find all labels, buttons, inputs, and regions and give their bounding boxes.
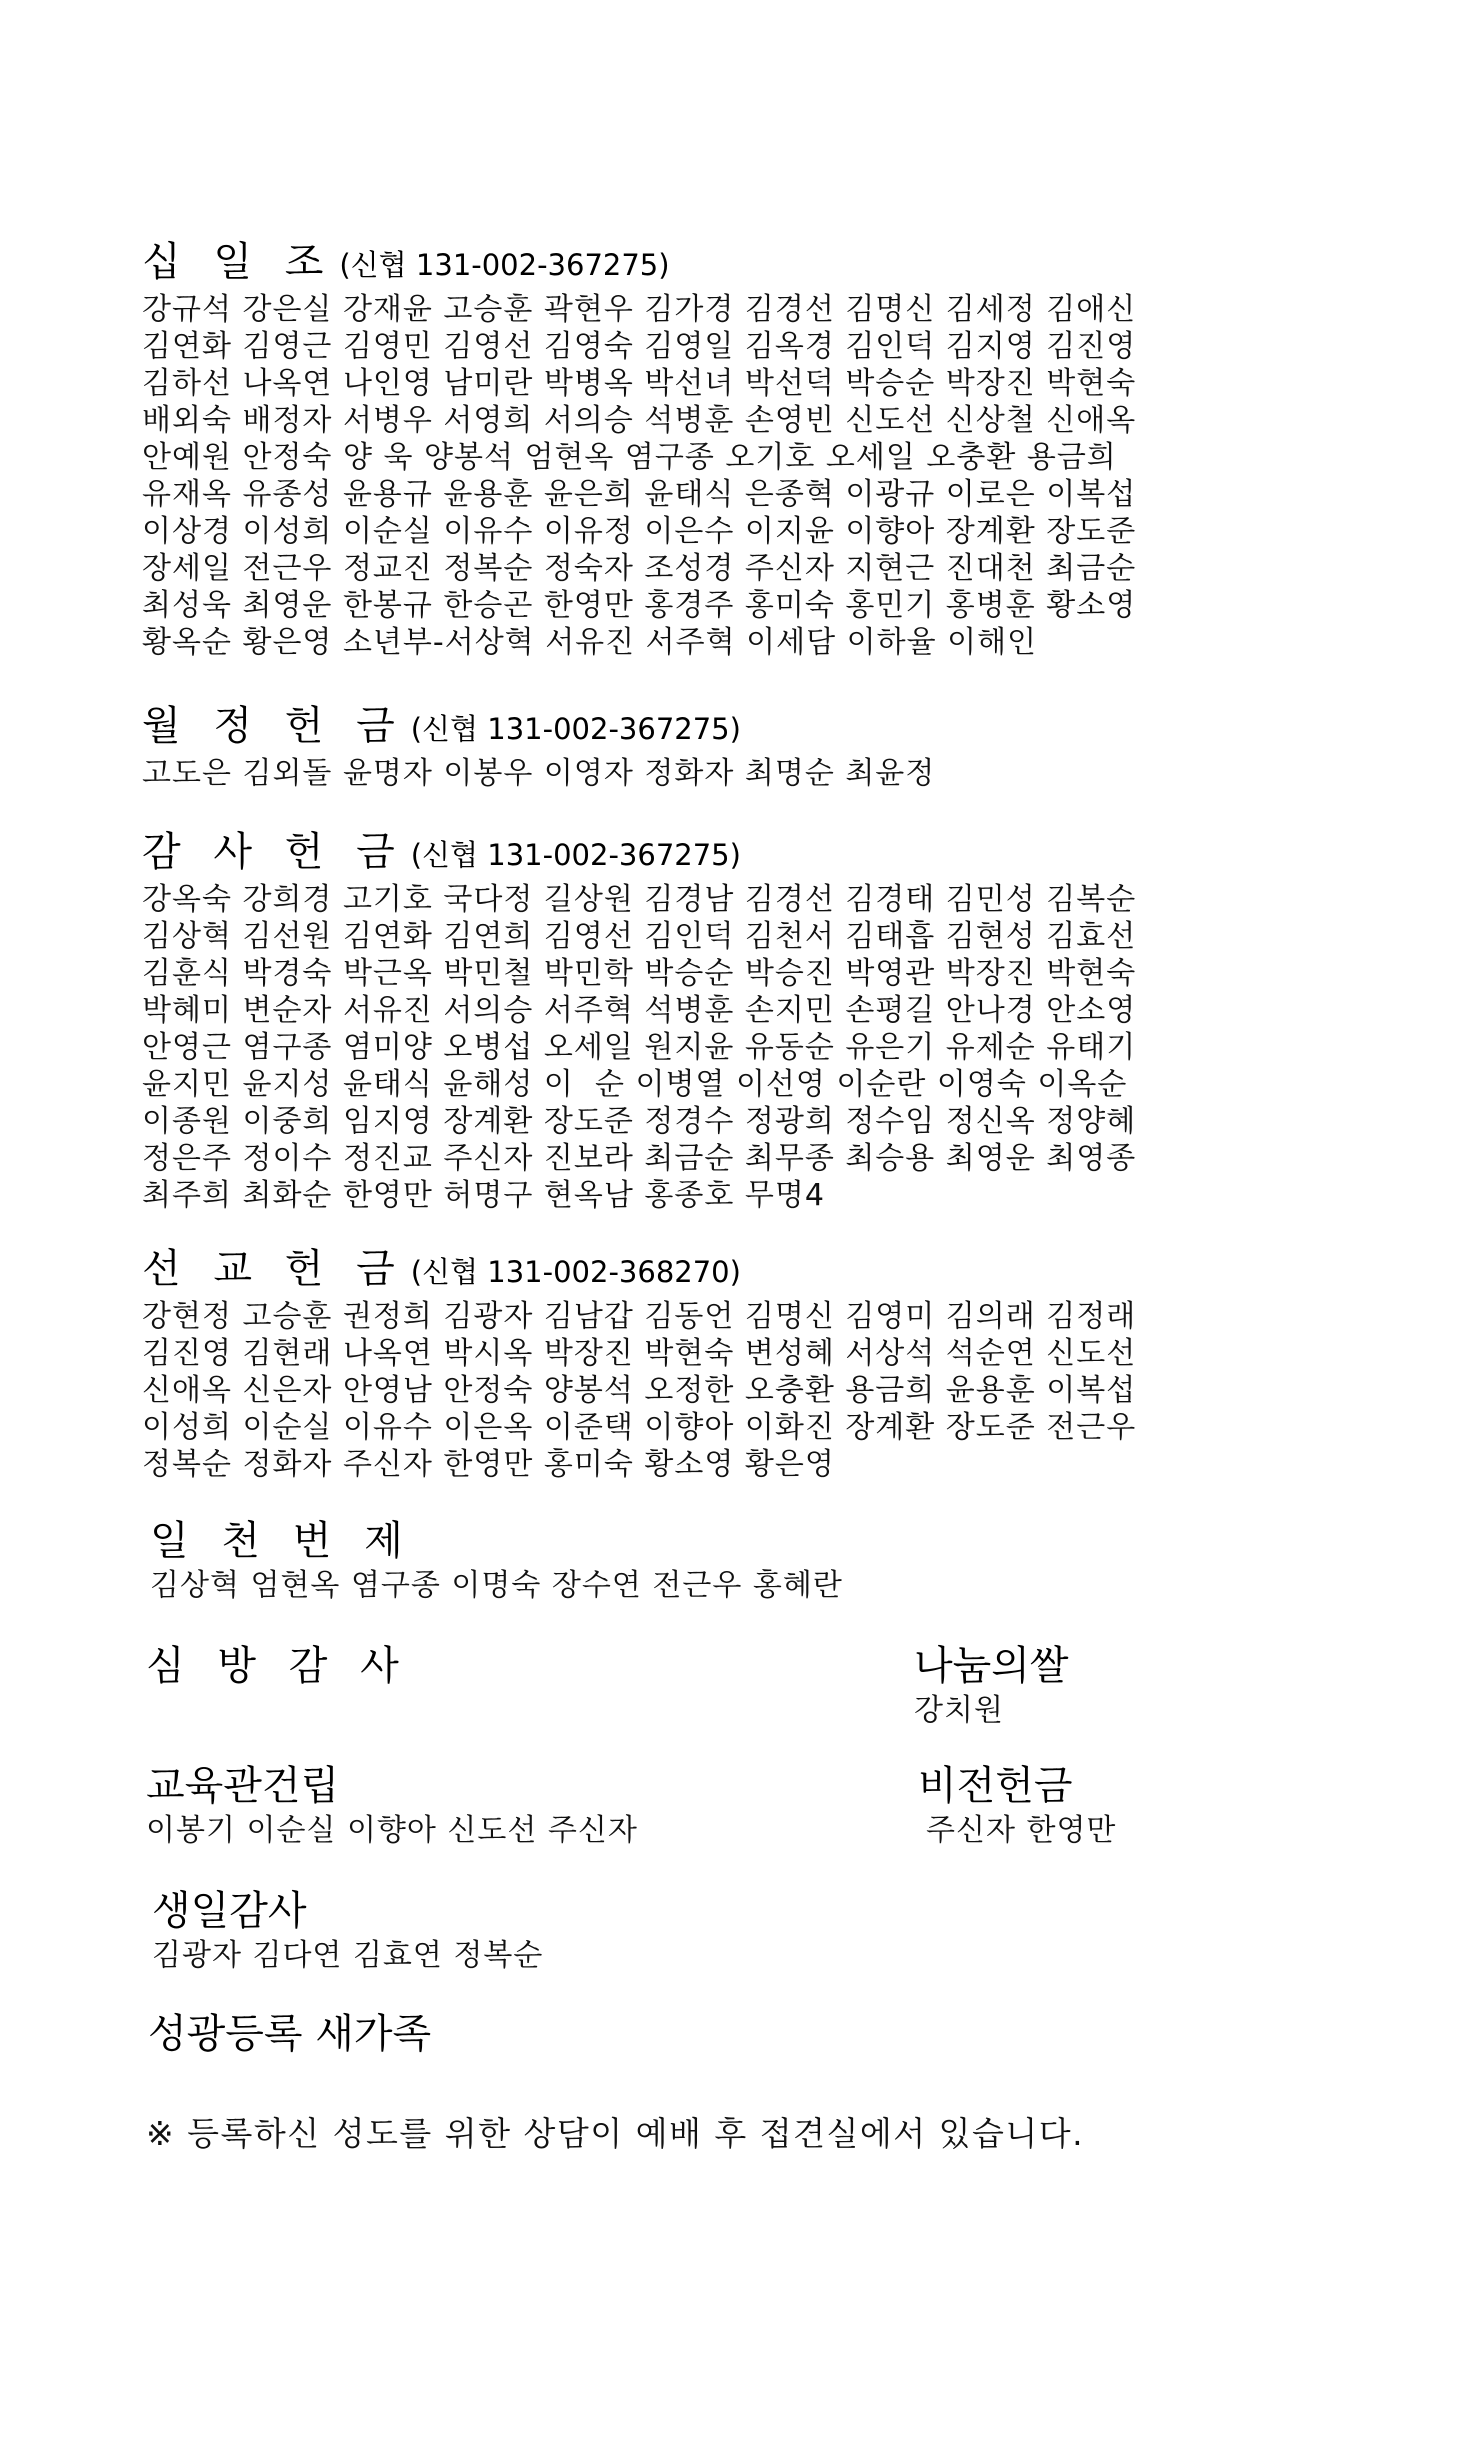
name-list-line: 신애옥 신은자 안영남 안정숙 양봉석 오정한 오충환 용금희 윤용훈 이복섭 xyxy=(142,1373,1137,1408)
education-building-title: 교육관건립 xyxy=(146,1763,340,1809)
name-list-line: 이상경 이성희 이순실 이유수 이유정 이은수 이지윤 이향아 장계환 장도준 xyxy=(142,514,1137,549)
vision-names: 주신자 한영만 xyxy=(926,1813,1117,1848)
name-list-line: 김하선 나옥연 나인영 남미란 박병옥 박선녀 박선덕 박승순 박장진 박현숙 xyxy=(142,366,1137,401)
vision-title: 비전헌금 xyxy=(918,1763,1073,1809)
mission-heading xyxy=(142,1243,1136,1298)
name-list-line: 강옥숙 강희경 고기호 국다정 길상원 김경남 김경선 김경태 김민성 김복순 xyxy=(142,882,1137,917)
name-list-line: 정복순 정화자 주신자 한영만 홍미숙 황소영 황은영 xyxy=(142,1447,835,1482)
rice-sharing-names: 강치원 xyxy=(914,1693,1004,1728)
name-list-line: 김진영 김현래 나옥연 박시옥 박장진 박현숙 변성혜 서상석 석순연 신도선 xyxy=(142,1336,1137,1371)
mission-names xyxy=(142,1298,1136,1483)
new-family-section xyxy=(148,2008,431,2060)
education-building-names: 이봉기 이순실 이향아 신도선 주신자 xyxy=(146,1813,638,1848)
visit-thanks-section xyxy=(146,1640,409,1692)
name-list-line: 황옥순 황은영 소년부-서상혁 서유진 서주혁 이세담 이하율 이해인 xyxy=(142,625,1038,660)
rice-sharing-title: 나눔의쌀 xyxy=(914,1643,1069,1689)
mission-account: (신협 131-002-368270) xyxy=(410,1255,741,1289)
thanks-names xyxy=(142,881,1136,1214)
counseling-notice: ※ 등록하신 성도를 위한 상담이 예배 후 접견실에서 있습니다. xyxy=(146,2114,1085,2153)
name-list-line: 김훈식 박경숙 박근옥 박민철 박민학 박승순 박승진 박영관 박장진 박현숙 xyxy=(142,956,1137,991)
name-list-line: 정은주 정이수 정진교 주신자 진보라 최금순 최무종 최승용 최영운 최영종 xyxy=(142,1141,1137,1176)
education-building-section xyxy=(146,1760,638,1849)
birthday-thanks-title: 생일감사 xyxy=(152,1888,307,1934)
name-list-line: 최주희 최화순 한영만 허명구 현옥남 홍종호 무명4 xyxy=(142,1178,825,1213)
name-list-line: 장세일 전근우 정교진 정복순 정숙자 조성경 주신자 지현근 진대천 최금순 xyxy=(142,551,1137,586)
birthday-thanks-section xyxy=(152,1885,543,1974)
name-list-line: 유재옥 유종성 윤용규 윤용훈 윤은희 윤태식 은종혁 이광규 이로은 이복섭 xyxy=(142,477,1137,512)
visit-thanks-title: 심 방 감 사 xyxy=(146,1643,409,1689)
mission-title: 선 교 헌 금 xyxy=(142,1246,405,1292)
tithe-title: 십 일 조 xyxy=(142,239,334,285)
name-list-line: 김상혁 김선원 김연화 김연희 김영선 김인덕 김천서 김태흡 김현성 김효선 xyxy=(142,919,1137,954)
notice-section xyxy=(146,2112,1084,2156)
thousandth-offering-section xyxy=(150,1515,843,1604)
birthday-thanks-names: 김광자 김다연 김효연 정복순 xyxy=(152,1938,544,1973)
thanks-heading xyxy=(142,826,1136,881)
tithe-names xyxy=(142,291,1136,661)
name-list-line: 배외숙 배정자 서병우 서영희 서의승 석병훈 손영빈 신도선 신상철 신애옥 xyxy=(142,403,1137,438)
name-list-line: 이종원 이중희 임지영 장계환 장도준 정경수 정광희 정수임 정신옥 정양혜 xyxy=(142,1104,1137,1139)
name-list-line: 강규석 강은실 강재윤 고승훈 곽현우 김가경 김경선 김명신 김세정 김애신 xyxy=(142,292,1137,327)
name-list-line: 박혜미 변순자 서유진 서의승 서주혁 석병훈 손지민 손평길 안나경 안소영 xyxy=(142,993,1137,1028)
thanks-title: 감 사 헌 금 xyxy=(142,829,405,875)
new-family-title: 성광등록 새가족 xyxy=(148,2011,432,2057)
name-list-line: 이성희 이순실 이유수 이은옥 이준택 이향아 이화진 장계환 장도준 전근우 xyxy=(142,1410,1137,1445)
name-list-line: 윤지민 윤지성 윤태식 윤해성 이 순 이병열 이선영 이순란 이영숙 이옥순 xyxy=(142,1067,1128,1102)
monthly-offering-section xyxy=(142,700,935,792)
tithe-account: (신협 131-002-367275) xyxy=(339,248,670,282)
name-list-line: 고도은 김외돌 윤명자 이봉우 이영자 정화자 최명순 최윤정 xyxy=(142,756,936,791)
rice-sharing-section xyxy=(914,1640,1069,1729)
tithe-heading xyxy=(142,236,1136,291)
name-list-line: 강현정 고승훈 권정희 김광자 김남갑 김동언 김명신 김영미 김의래 김정래 xyxy=(142,1299,1137,1334)
name-list-line: 안영근 염구종 염미양 오병섭 오세일 원지윤 유동순 유은기 유제순 유태기 xyxy=(142,1030,1137,1065)
thanks-account: (신협 131-002-367275) xyxy=(410,838,741,872)
thanks-offering-section xyxy=(142,826,1136,1214)
mission-offering-section xyxy=(142,1243,1136,1483)
monthly-account: (신협 131-002-367275) xyxy=(410,712,741,746)
thousandth-title: 일 천 번 제 xyxy=(150,1518,413,1564)
vision-offering-section xyxy=(918,1760,1116,1849)
name-list-line: 안예원 안정숙 양 욱 양봉석 엄현옥 염구종 오기호 오세일 오충환 용금희 xyxy=(142,440,1117,475)
tithe-section xyxy=(142,236,1136,661)
monthly-title: 월 정 헌 금 xyxy=(142,703,405,749)
monthly-heading xyxy=(142,700,935,755)
name-list-line: 최성욱 최영운 한봉규 한승곤 한영만 홍경주 홍미숙 홍민기 홍병훈 황소영 xyxy=(142,588,1137,623)
monthly-names xyxy=(142,755,935,792)
name-list-line: 김연화 김영근 김영민 김영선 김영숙 김영일 김옥경 김인덕 김지영 김진영 xyxy=(142,329,1137,364)
thousandth-names: 김상혁 엄현옥 염구종 이명숙 장수연 전근우 홍혜란 xyxy=(150,1568,843,1603)
